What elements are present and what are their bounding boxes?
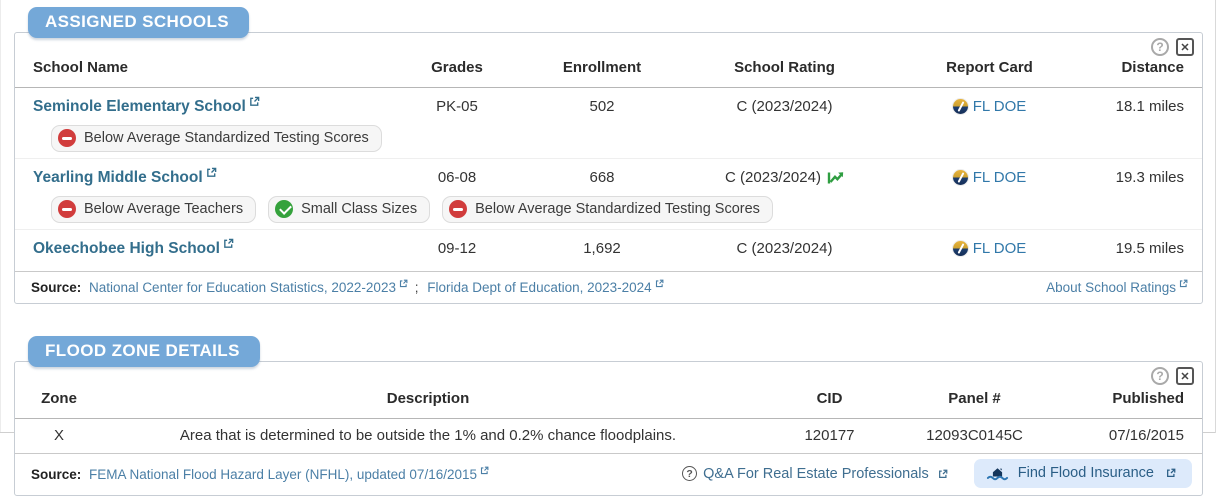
school-link-okeechobee-high[interactable]: Okeechobee High School: [33, 240, 234, 257]
enrollment-value: 502: [589, 98, 615, 115]
col-panel: Panel #: [948, 390, 1001, 407]
badge-positive: [268, 196, 430, 223]
close-icon[interactable]: ✕: [1176, 367, 1194, 385]
panel-value: 12093C0145C: [926, 427, 1023, 444]
schools-table-header: [15, 33, 1202, 88]
zone-value: X: [53, 427, 64, 444]
rating-value: C (2023/2024): [736, 240, 833, 257]
schools-source: [31, 279, 664, 295]
grades-value: 06-08: [437, 169, 477, 186]
cid-value: 120177: [804, 427, 855, 444]
flood-zone-title: [28, 336, 260, 367]
col-cid: CID: [816, 390, 843, 407]
flood-zone-title-text: FLOOD ZONE DETAILS: [45, 341, 240, 360]
question-circle-icon: ?: [682, 466, 697, 481]
flood-zone-card-controls: [1151, 367, 1194, 385]
col-school-rating: School Rating: [734, 59, 835, 76]
school-link-seminole-elementary[interactable]: Seminole Elementary School: [33, 98, 260, 115]
rating-value: C (2023/2024): [736, 98, 833, 115]
flood-footer-actions: [682, 459, 1192, 488]
external-link-icon: [249, 96, 260, 107]
grades-value: 09-12: [437, 240, 477, 257]
schools-footer: [15, 271, 1202, 303]
distance-value: 19.5 miles: [1115, 240, 1184, 257]
rating-value: C (2023/2024): [725, 169, 821, 186]
fl-doe-logo-icon: [953, 241, 968, 256]
fl-doe-link[interactable]: FL DOE: [972, 240, 1027, 257]
minus-circle-icon: [58, 200, 76, 218]
school-badges: [51, 196, 1202, 223]
badge-label: Below Average Teachers: [84, 201, 244, 217]
source-link-fl-doe[interactable]: Florida Dept of Education, 2023-2024: [427, 280, 663, 295]
badge-negative: [51, 125, 382, 152]
enrollment-value: 1,692: [583, 240, 621, 257]
col-school-name: School Name: [33, 59, 129, 76]
col-published: Published: [1112, 390, 1184, 407]
school-link-yearling-middle[interactable]: Yearling Middle School: [33, 169, 217, 186]
flood-zone-card: [14, 361, 1203, 496]
external-link-icon: [1166, 468, 1176, 478]
assigned-schools-card-controls: [1151, 38, 1194, 56]
col-description: Description: [386, 390, 470, 407]
grades-value: PK-05: [436, 98, 478, 115]
table-row: [15, 88, 1202, 159]
published-value: 07/16/2015: [1108, 427, 1184, 444]
external-link-icon: [1179, 279, 1188, 288]
source-label: Source:: [31, 280, 82, 295]
check-circle-icon: [275, 200, 293, 218]
table-row: [15, 159, 1202, 230]
external-link-icon: [399, 279, 408, 288]
qa-real-estate-link[interactable]: ? Q&A For Real Estate Professionals: [682, 466, 948, 482]
school-badges: [51, 125, 1202, 152]
fl-doe-link[interactable]: FL DOE: [972, 98, 1027, 115]
fl-doe-logo-icon: [953, 170, 968, 185]
external-link-icon: [223, 238, 234, 249]
minus-circle-icon: [449, 200, 467, 218]
distance-value: 18.1 miles: [1115, 98, 1184, 115]
assigned-schools-title-text: ASSIGNED SCHOOLS: [45, 12, 229, 31]
help-icon[interactable]: ?: [1151, 367, 1169, 385]
badge-label: Small Class Sizes: [301, 201, 418, 217]
rating-trend-chart-icon[interactable]: [827, 171, 844, 185]
description-value: Area that is determined to be outside the 1% and 0.2% chance floodplains.: [179, 427, 677, 444]
minus-circle-icon: [58, 129, 76, 147]
flood-source: [31, 466, 489, 482]
fl-doe-link[interactable]: FL DOE: [972, 169, 1027, 186]
col-zone: Zone: [41, 390, 77, 407]
assigned-schools-title: [28, 7, 249, 38]
source-separator: ;: [414, 280, 419, 295]
col-distance: Distance: [1121, 59, 1184, 76]
source-link-fema[interactable]: FEMA National Flood Hazard Layer (NFHL), updated 07/16/2015: [89, 467, 489, 482]
flood-zone-section: [14, 336, 1203, 496]
source-label: Source:: [31, 466, 82, 482]
external-link-icon: [655, 279, 664, 288]
source-link-nces[interactable]: National Center for Education Statistics, 2022-2023: [89, 280, 408, 295]
find-flood-insurance-button[interactable]: Find Flood Insurance: [974, 459, 1192, 488]
close-icon[interactable]: ✕: [1176, 38, 1194, 56]
flood-table-header: [15, 362, 1202, 419]
external-link-icon: [206, 167, 217, 178]
badge-label: Below Average Standardized Testing Scores: [475, 201, 760, 217]
badge-negative: [442, 196, 773, 223]
help-icon[interactable]: ?: [1151, 38, 1169, 56]
col-enrollment: Enrollment: [562, 59, 642, 76]
about-school-ratings-link[interactable]: About School Ratings: [1046, 279, 1188, 295]
flood-house-icon: [986, 465, 1009, 481]
fl-doe-logo-icon: [953, 99, 968, 114]
flood-footer: [15, 454, 1202, 495]
col-grades: Grades: [431, 59, 483, 76]
badge-label: Below Average Standardized Testing Scores: [84, 130, 369, 146]
table-row: [15, 419, 1202, 454]
distance-value: 19.3 miles: [1115, 169, 1184, 186]
assigned-schools-section: [14, 7, 1203, 304]
external-link-icon: [480, 466, 489, 475]
table-row: [15, 230, 1202, 271]
badge-negative: [51, 196, 256, 223]
external-link-icon: [938, 469, 948, 479]
assigned-schools-card: [14, 32, 1203, 304]
col-report-card: Report Card: [946, 59, 1033, 76]
enrollment-value: 668: [589, 169, 615, 186]
